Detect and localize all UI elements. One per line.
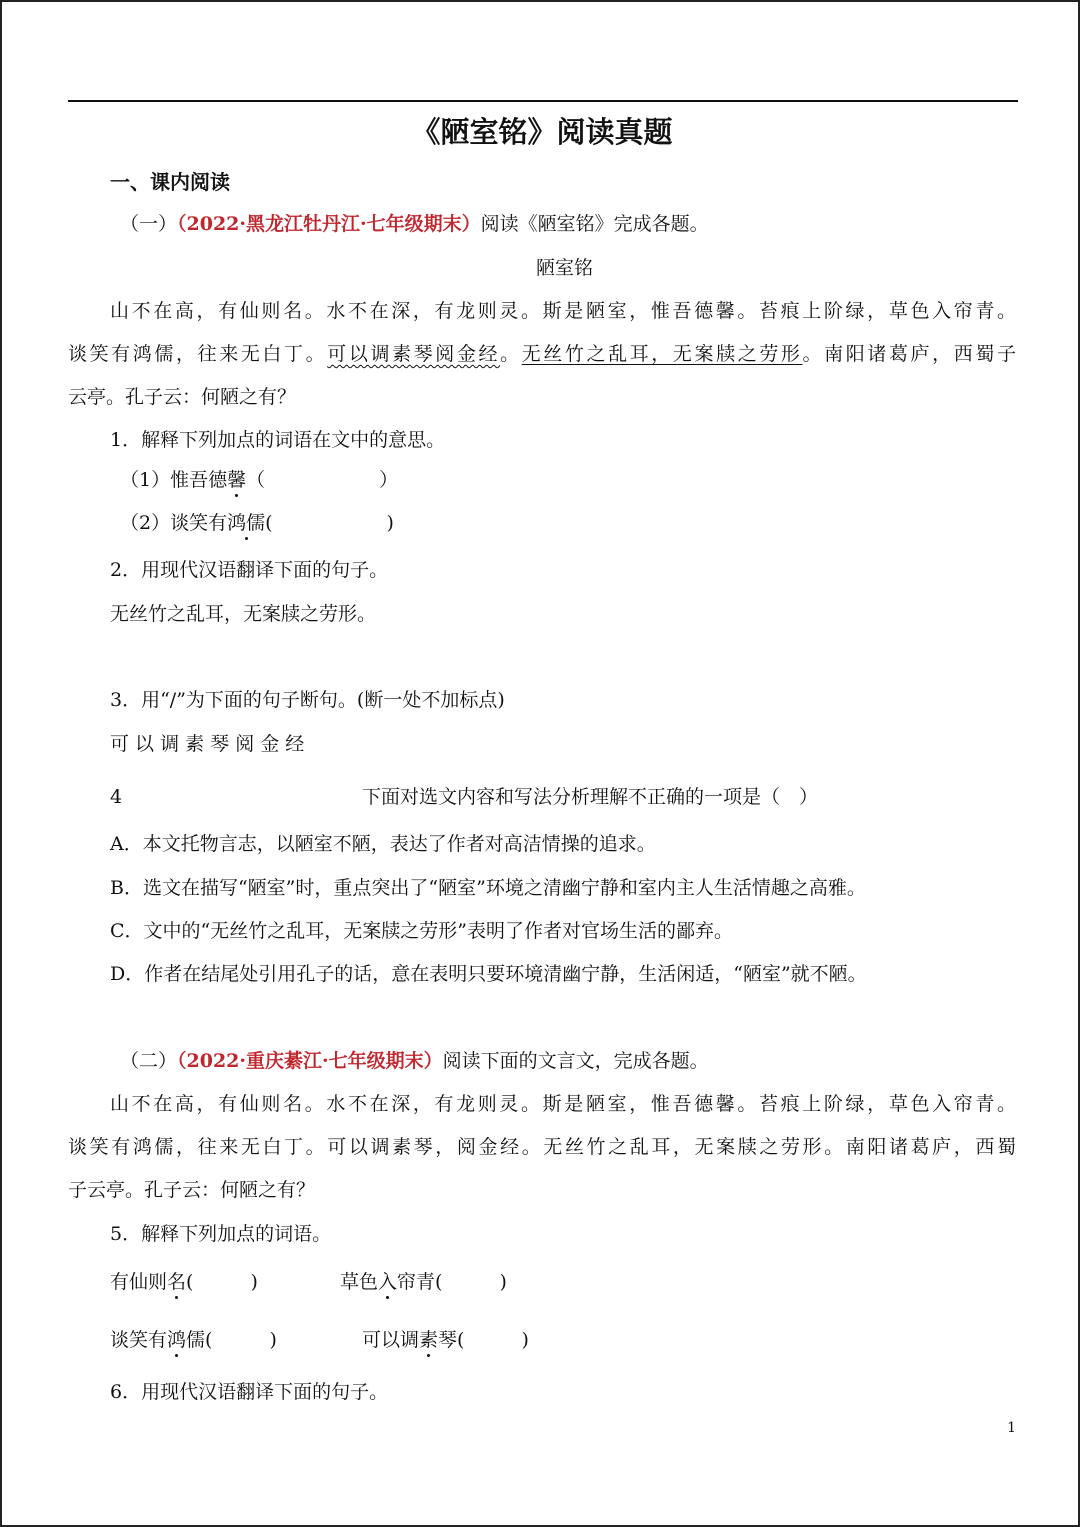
answer-blank: ( ) — [265, 512, 394, 534]
page-title: 《陋室铭》阅读真题 — [411, 115, 673, 149]
header-rule — [68, 100, 1018, 102]
underlined-phrase: 无丝竹之乱耳，无案牍之劳形 — [521, 343, 803, 365]
wavy-underlined-phrase: 可以调素琴阅金经 — [327, 343, 501, 365]
question-5-item-c — [110, 1326, 277, 1354]
answer-blank: ( ) — [186, 1271, 258, 1293]
question-3-sentence: 可 以 调 素 琴 阅 金 经 — [110, 733, 305, 755]
part2-source: （2022·重庆綦江·七年级期末） — [177, 1050, 443, 1072]
question-3: 3．用“/”为下面的句子断句。(断一处不加标点) — [110, 689, 505, 711]
answer-blank: ( ) — [205, 1329, 277, 1351]
part2-header — [120, 1047, 709, 1075]
part2-text-line3: 子云亭。孔子云：何陋之有？ — [68, 1179, 316, 1201]
question-2-sentence: 无丝竹之乱耳，无案牍之劳形。 — [110, 603, 377, 625]
part2-label: （二） — [120, 1050, 178, 1072]
item-suffix: 琴 — [438, 1329, 458, 1351]
option-c: C．文中的“无丝竹之乱耳，无案牍之劳形”表明了作者对官场生活的鄙弃。 — [110, 920, 733, 942]
question-6: 6．用现代汉语翻译下面的句子。 — [110, 1381, 389, 1403]
question-1: 1．解释下列加点的词语在文中的意思。 — [110, 429, 446, 451]
question-2: 2．用现代汉语翻译下面的句子。 — [110, 559, 389, 581]
page-number: 1 — [1007, 1420, 1016, 1436]
question-1-item-2 — [120, 509, 394, 537]
item-prefix: 草色 — [340, 1271, 379, 1293]
option-a: A．本文托物言志，以陋室不陋，表达了作者对高洁情操的追求。 — [110, 833, 656, 855]
dotted-word: 名 — [167, 1271, 187, 1293]
text-segment: 。南阳诸葛庐，西蜀子 — [802, 343, 1016, 365]
question-5-item-d — [362, 1326, 529, 1354]
item-prefix: 谈笑有 — [110, 1329, 168, 1351]
text-segment: 。 — [500, 343, 522, 365]
option-d: D．作者在结尾处引用孔子的话，意在表明只要环境清幽宁静，生活闲适，“陋室”就不陋。 — [110, 963, 867, 985]
dotted-word: 素 — [419, 1329, 439, 1351]
part1-text-line2 — [68, 340, 1016, 368]
question-5-item-a — [110, 1268, 258, 1296]
dotted-word: 鸿儒 — [227, 512, 266, 534]
text-segment: 谈笑有鸿儒，往来无白丁。 — [68, 343, 328, 365]
answer-blank: （ ） — [246, 469, 399, 491]
item-prefix: 有仙则 — [110, 1271, 168, 1293]
item-prefix: （1）惟吾德 — [120, 469, 228, 491]
question-4: 下面对选文内容和写法分析理解不正确的一项是（ ） — [362, 786, 819, 808]
part1-source: （2022·黑龙江牡丹江·七年级期末） — [177, 213, 481, 235]
question-5: 5．解释下列加点的词语。 — [110, 1223, 332, 1245]
answer-blank: ( ) — [435, 1271, 507, 1293]
item-prefix: （2）谈笑有 — [120, 512, 228, 534]
section-heading: 一、课内阅读 — [110, 170, 230, 194]
answer-blank: ( ) — [457, 1329, 529, 1351]
dotted-word: 鸿 — [167, 1329, 187, 1351]
question-5-item-b — [340, 1268, 507, 1296]
part1-text-line1: 山不在高，有仙则名。水不在深，有龙则灵。斯是陋室，惟吾德馨。苔痕上阶绿，草色入帘青。 — [110, 300, 1016, 322]
part1-label: （一） — [120, 213, 178, 235]
dotted-word: 馨 — [227, 469, 247, 491]
part1-instruction: 阅读《陋室铭》完成各题。 — [480, 213, 709, 235]
item-suffix: 帘青 — [397, 1271, 436, 1293]
item-suffix: 儒 — [186, 1329, 206, 1351]
dotted-word: 入 — [378, 1271, 398, 1293]
poem-title: 陋室铭 — [535, 257, 593, 279]
question-1-item-1 — [120, 466, 398, 494]
part2-instruction: 阅读下面的文言文，完成各题。 — [442, 1050, 709, 1072]
part2-text-line2: 谈笑有鸿儒，往来无白丁。可以调素琴，阅金经。无丝竹之乱耳，无案牍之劳形。南阳诸葛庐，西蜀 — [68, 1136, 1016, 1158]
item-prefix: 可以调 — [362, 1329, 420, 1351]
part1-text-line3: 云亭。孔子云：何陋之有？ — [68, 386, 297, 408]
option-b: B．选文在描写“陋室”时，重点突出了“陋室”环境之清幽宁静和室内主人生活情趣之高雅。 — [110, 877, 866, 899]
question-4-number: 4 — [110, 786, 123, 808]
part2-text-line1: 山不在高，有仙则名。水不在深，有龙则灵。斯是陋室，惟吾德馨。苔痕上阶绿，草色入帘青。 — [110, 1093, 1016, 1115]
part1-header — [120, 210, 709, 238]
